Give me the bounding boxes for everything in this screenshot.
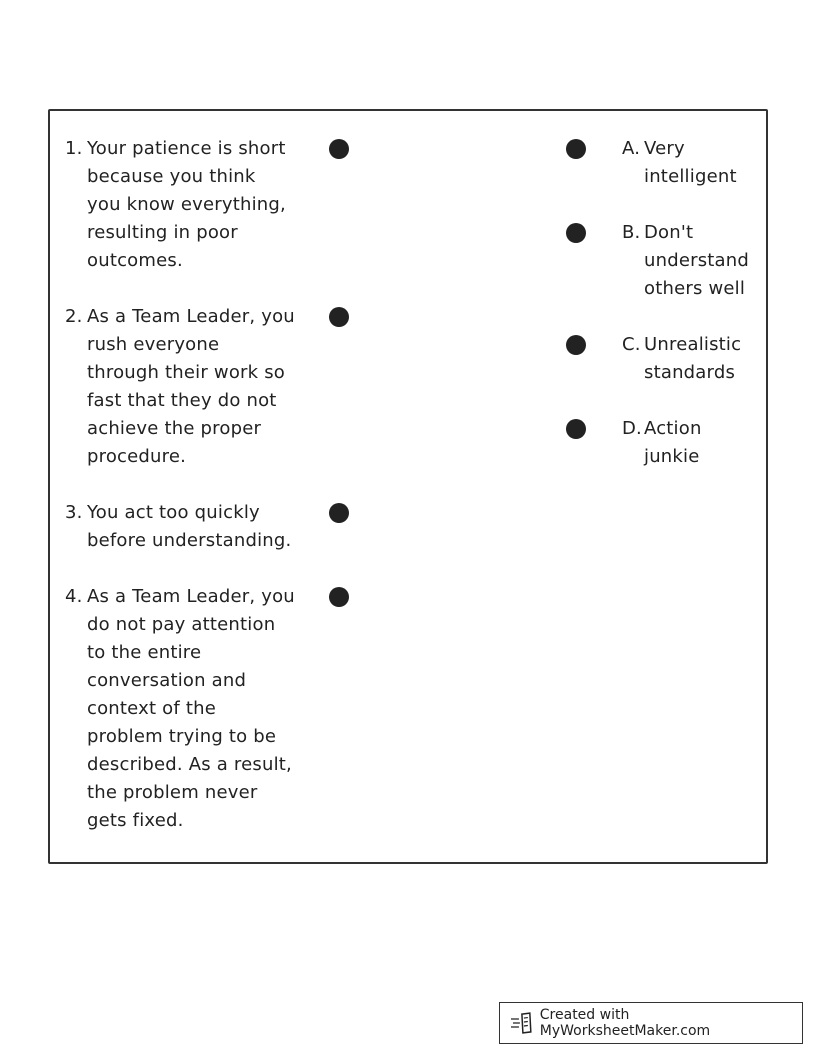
- answer-letter: C.: [622, 334, 641, 355]
- answer-a-match-dot[interactable]: [566, 139, 586, 159]
- answer-letter: B.: [622, 222, 641, 243]
- answer-b: [622, 219, 762, 303]
- worksheet-logo-icon: [510, 1011, 536, 1035]
- question-3-match-dot[interactable]: [329, 503, 349, 523]
- answer-letter: D.: [622, 418, 642, 439]
- answer-c-match-dot[interactable]: [566, 335, 586, 355]
- answer-c: [622, 331, 762, 387]
- question-2: [65, 303, 295, 471]
- question-number: 3.: [65, 502, 83, 523]
- question-number: 1.: [65, 138, 83, 159]
- footer-badge[interactable]: [499, 1002, 803, 1044]
- answer-a: [622, 135, 762, 191]
- footer-text: Created with MyWorksheetMaker.com: [539, 1007, 711, 1039]
- answer-text: Action junkie: [644, 418, 702, 467]
- answer-text: Very intelligent: [644, 138, 737, 187]
- answer-b-match-dot[interactable]: [566, 223, 586, 243]
- answer-letter: A.: [622, 138, 641, 159]
- answer-d: [622, 415, 762, 471]
- answer-d-match-dot[interactable]: [566, 419, 586, 439]
- question-4-match-dot[interactable]: [329, 587, 349, 607]
- question-1: [65, 135, 295, 275]
- question-3: [65, 499, 295, 555]
- question-2-match-dot[interactable]: [329, 307, 349, 327]
- question-text: You act too quickly before understanding.: [87, 502, 292, 551]
- question-number: 4.: [65, 586, 83, 607]
- question-number: 2.: [65, 306, 83, 327]
- question-text: As a Team Leader, you rush everyone through their work so fast that they do not achieve the proper procedure.: [87, 306, 295, 467]
- answer-text: Don't understand others well: [644, 222, 750, 299]
- question-text: As a Team Leader, you do not pay attention to the entire conversation and context of the problem trying to be described. As a result, the problem never gets fixed.: [87, 586, 295, 831]
- answer-text: Unrealistic standards: [644, 334, 742, 383]
- question-1-match-dot[interactable]: [329, 139, 349, 159]
- question-4: [65, 583, 295, 835]
- question-text: Your patience is short because you think you know everything, resulting in poor outcomes.: [87, 138, 286, 271]
